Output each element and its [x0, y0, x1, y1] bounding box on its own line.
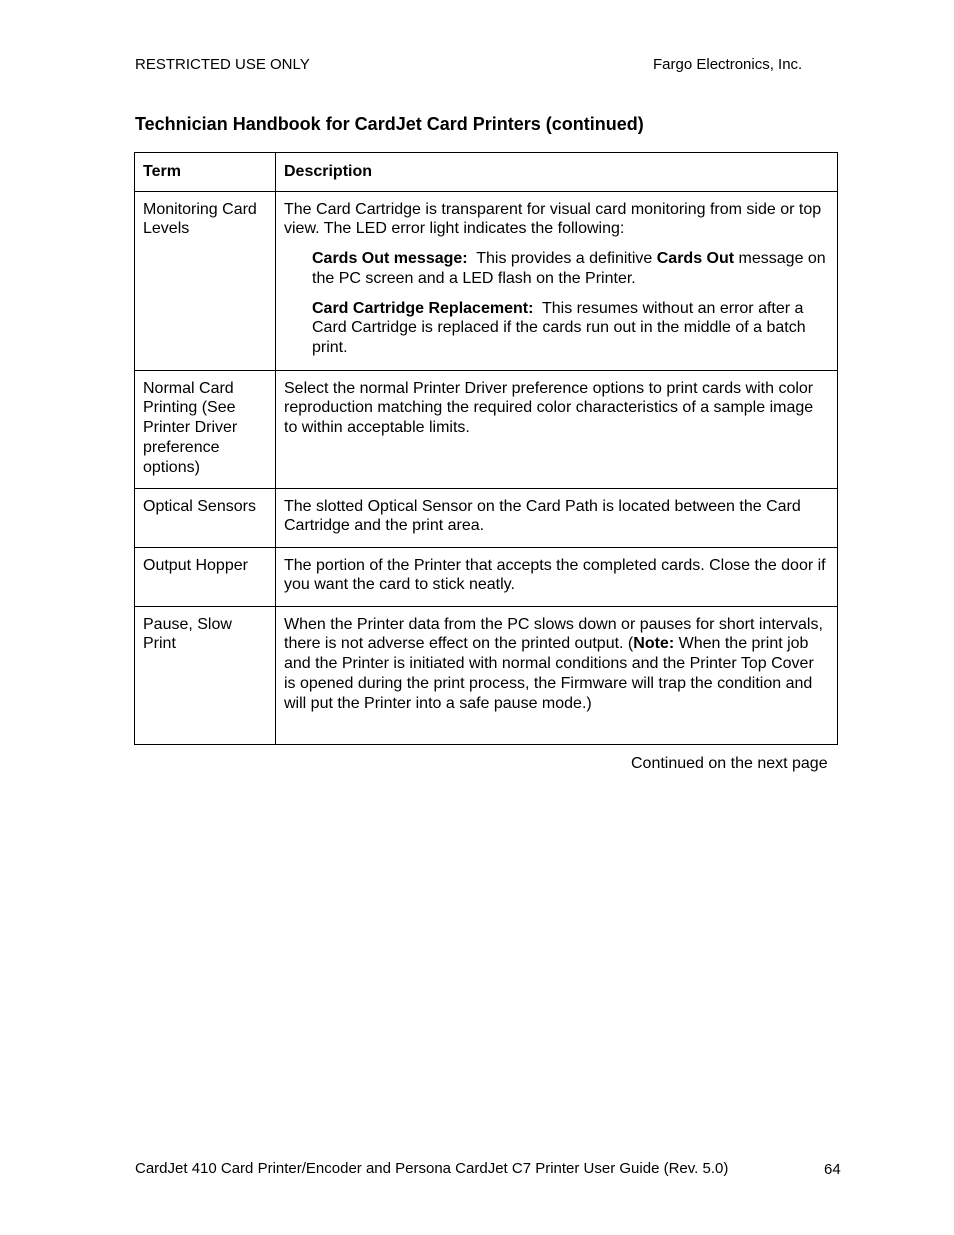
description-text-part: When the print job and the Printer is initiated with normal conditions and the Printer Top Cover is opened during the print process, the Firmware will trap the condition and will put the Printer into a safe pause mode.): [284, 635, 814, 712]
header-company: Fargo Electronics, Inc.: [653, 56, 803, 73]
term-cell: Normal Card Printing (See Printer Driver preference options): [135, 370, 276, 488]
table-row: [135, 606, 838, 744]
sub-item-label: Card Cartridge Replacement:: [312, 299, 534, 317]
table-row: [135, 370, 838, 488]
term-cell: Output Hopper: [135, 547, 276, 606]
description-cell: [276, 606, 838, 744]
sub-item-cartridge-replacement: [312, 299, 829, 358]
description-cell: [276, 370, 838, 488]
description-text: [284, 615, 829, 714]
terms-table: [134, 152, 838, 745]
description-text-part: When the Printer data from the PC slows down or pauses for short intervals, there is not adverse effect on the printed output. (: [284, 615, 823, 653]
page-number: 64: [824, 1161, 841, 1178]
page-title: Technician Handbook for CardJet Card Printers (continued): [135, 114, 644, 134]
column-header-term: Term: [135, 153, 276, 192]
continued-notice: Continued on the next page: [631, 755, 828, 772]
note-label: Note:: [633, 635, 675, 653]
sub-item-cards-out: [312, 249, 829, 288]
term-cell: Optical Sensors: [135, 488, 276, 547]
table-header-row: [135, 153, 838, 192]
header-restricted-notice: RESTRICTED USE ONLY: [135, 56, 310, 73]
table-row: [135, 488, 838, 547]
term-cell: Pause, Slow Print: [135, 606, 276, 744]
sub-item-label: Cards Out message:: [312, 250, 468, 268]
description-text: Select the normal Printer Driver preference options to print cards with color reproduction matching the required color characteristics of a sample image to within acceptable limits.: [284, 379, 814, 437]
footer-document-title: CardJet 410 Card Printer/Encoder and Persona CardJet C7 Printer User Guide (Rev. 5.0): [135, 1160, 729, 1177]
sub-item-text: This provides a definitive: [467, 250, 657, 268]
sub-item-text: message on the PC screen and a LED flash on the Printer.: [312, 250, 826, 287]
column-header-description: Description: [276, 153, 838, 192]
description-text: The Card Cartridge is transparent for visual card monitoring from side or top view. The LED error light indicates the following:: [284, 200, 822, 238]
table-row: [135, 191, 838, 370]
table-row: [135, 547, 838, 606]
description-text: The slotted Optical Sensor on the Card Path is located between the Card Cartridge and the print area.: [284, 497, 801, 535]
description-text: The portion of the Printer that accepts the completed cards. Close the door if you want the card to stick neatly.: [284, 556, 826, 594]
sub-item-text: This resumes without an error after a Card Cartridge is replaced if the cards run out in the middle of a batch print.: [312, 299, 811, 356]
term-cell: Monitoring Card Levels: [135, 191, 276, 370]
description-cell: [276, 488, 838, 547]
sub-item-bold-term: Cards Out: [656, 250, 735, 268]
description-cell: [276, 191, 838, 370]
description-cell: [276, 547, 838, 606]
